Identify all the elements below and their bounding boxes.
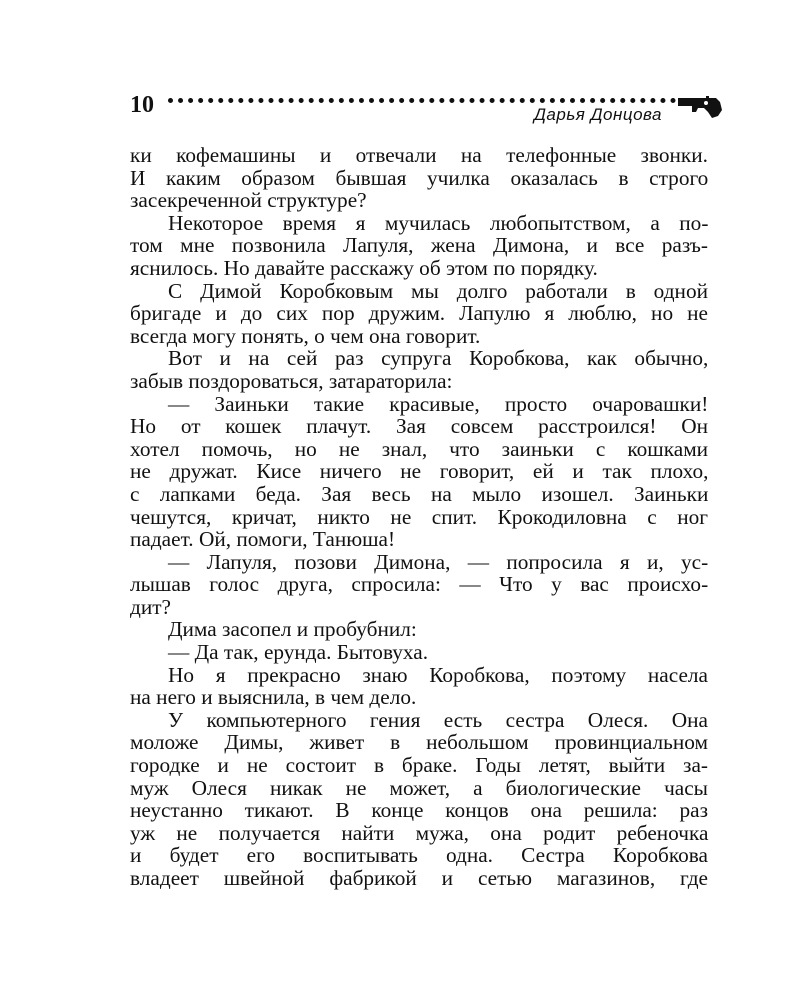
text-line: Но от кошек плачут. Зая совсем расстроился! Он	[130, 414, 708, 439]
text-line: забыв поздороваться, затараторила:	[130, 368, 453, 393]
text-line: — Лапуля, позови Димона, — попросила я и, ус-	[168, 549, 709, 574]
text-line: на него и выяснила, в чем дело.	[130, 685, 417, 710]
text-line: муж Олеся никак не может, а биологические часы	[130, 775, 708, 800]
page-number: 10	[130, 92, 154, 118]
text-line: чешутся, кричат, никто не спит. Крокодиловна с ног	[130, 504, 708, 529]
text-line: У компьютерного гения есть сестра Олеся. Она	[168, 707, 708, 732]
text-line: ки кофемашины и отвечали на телефонные звонки.	[130, 143, 708, 167]
text-line: бригаде и до сих пор дружим. Лапулю я люблю, но не	[130, 301, 708, 326]
text-line: яснилось. Но давайте расскажу об этом по порядку.	[130, 255, 598, 280]
text-line: — Заиньки такие красивые, просто очаровашки!	[168, 391, 709, 416]
text-line: засекреченной структуре?	[130, 188, 367, 213]
text-line: том мне позвонила Лапуля, жена Димона, и все разъ-	[130, 233, 708, 258]
text-line: владеет швейной фабрикой и сетью магазинов, где	[130, 866, 708, 890]
text-line: городке и не состоит в браке. Годы летят, выйти за-	[130, 753, 708, 778]
text-line: С Димой Коробковым мы долго работали в одной	[168, 278, 708, 303]
text-line: Вот и на сей раз супруга Коробкова, как обычно,	[168, 346, 709, 371]
text-line: Некоторое время я мучилась любопытством, а по-	[168, 210, 709, 235]
text-line: с лапками беда. Зая весь на мыло изошел. Заиньки	[130, 481, 709, 506]
text-line: не дружат. Кисе ничего не говорит, ей и так плохо,	[130, 459, 709, 484]
body-text	[130, 144, 708, 890]
text-line: моложе Димы, живет в небольшом провинциальном	[130, 730, 708, 755]
revolver-icon	[676, 94, 724, 120]
text-line: дит?	[130, 594, 171, 619]
text-line: И каким образом бывшая училка оказалась в строго	[130, 165, 709, 190]
text-line: всегда могу понять, о чем она говорит.	[130, 323, 481, 348]
text-line: — Да так, ерунда. Бытовуха.	[168, 640, 429, 665]
text-line: уж не получается найти мужа, она родит ребеночка	[130, 820, 709, 845]
text-line: падает. Ой, помоги, Танюша!	[130, 527, 396, 552]
text-line: неустанно тикают. В конце концов она решила: раз	[130, 798, 708, 823]
text-line: лышав голос друга, спросила: — Что у вас происхо-	[130, 572, 709, 597]
text-line: хотел помочь, но не знал, что заиньки с кошками	[130, 436, 709, 461]
running-head-author: Дарья Донцова	[533, 105, 662, 124]
text-line: Но я прекрасно знаю Коробкова, поэтому насела	[168, 662, 708, 687]
text-line: Дима засопел и пробубнил:	[168, 617, 417, 642]
text-line: и будет его воспитывать одна. Сестра Коробкова	[130, 843, 708, 868]
